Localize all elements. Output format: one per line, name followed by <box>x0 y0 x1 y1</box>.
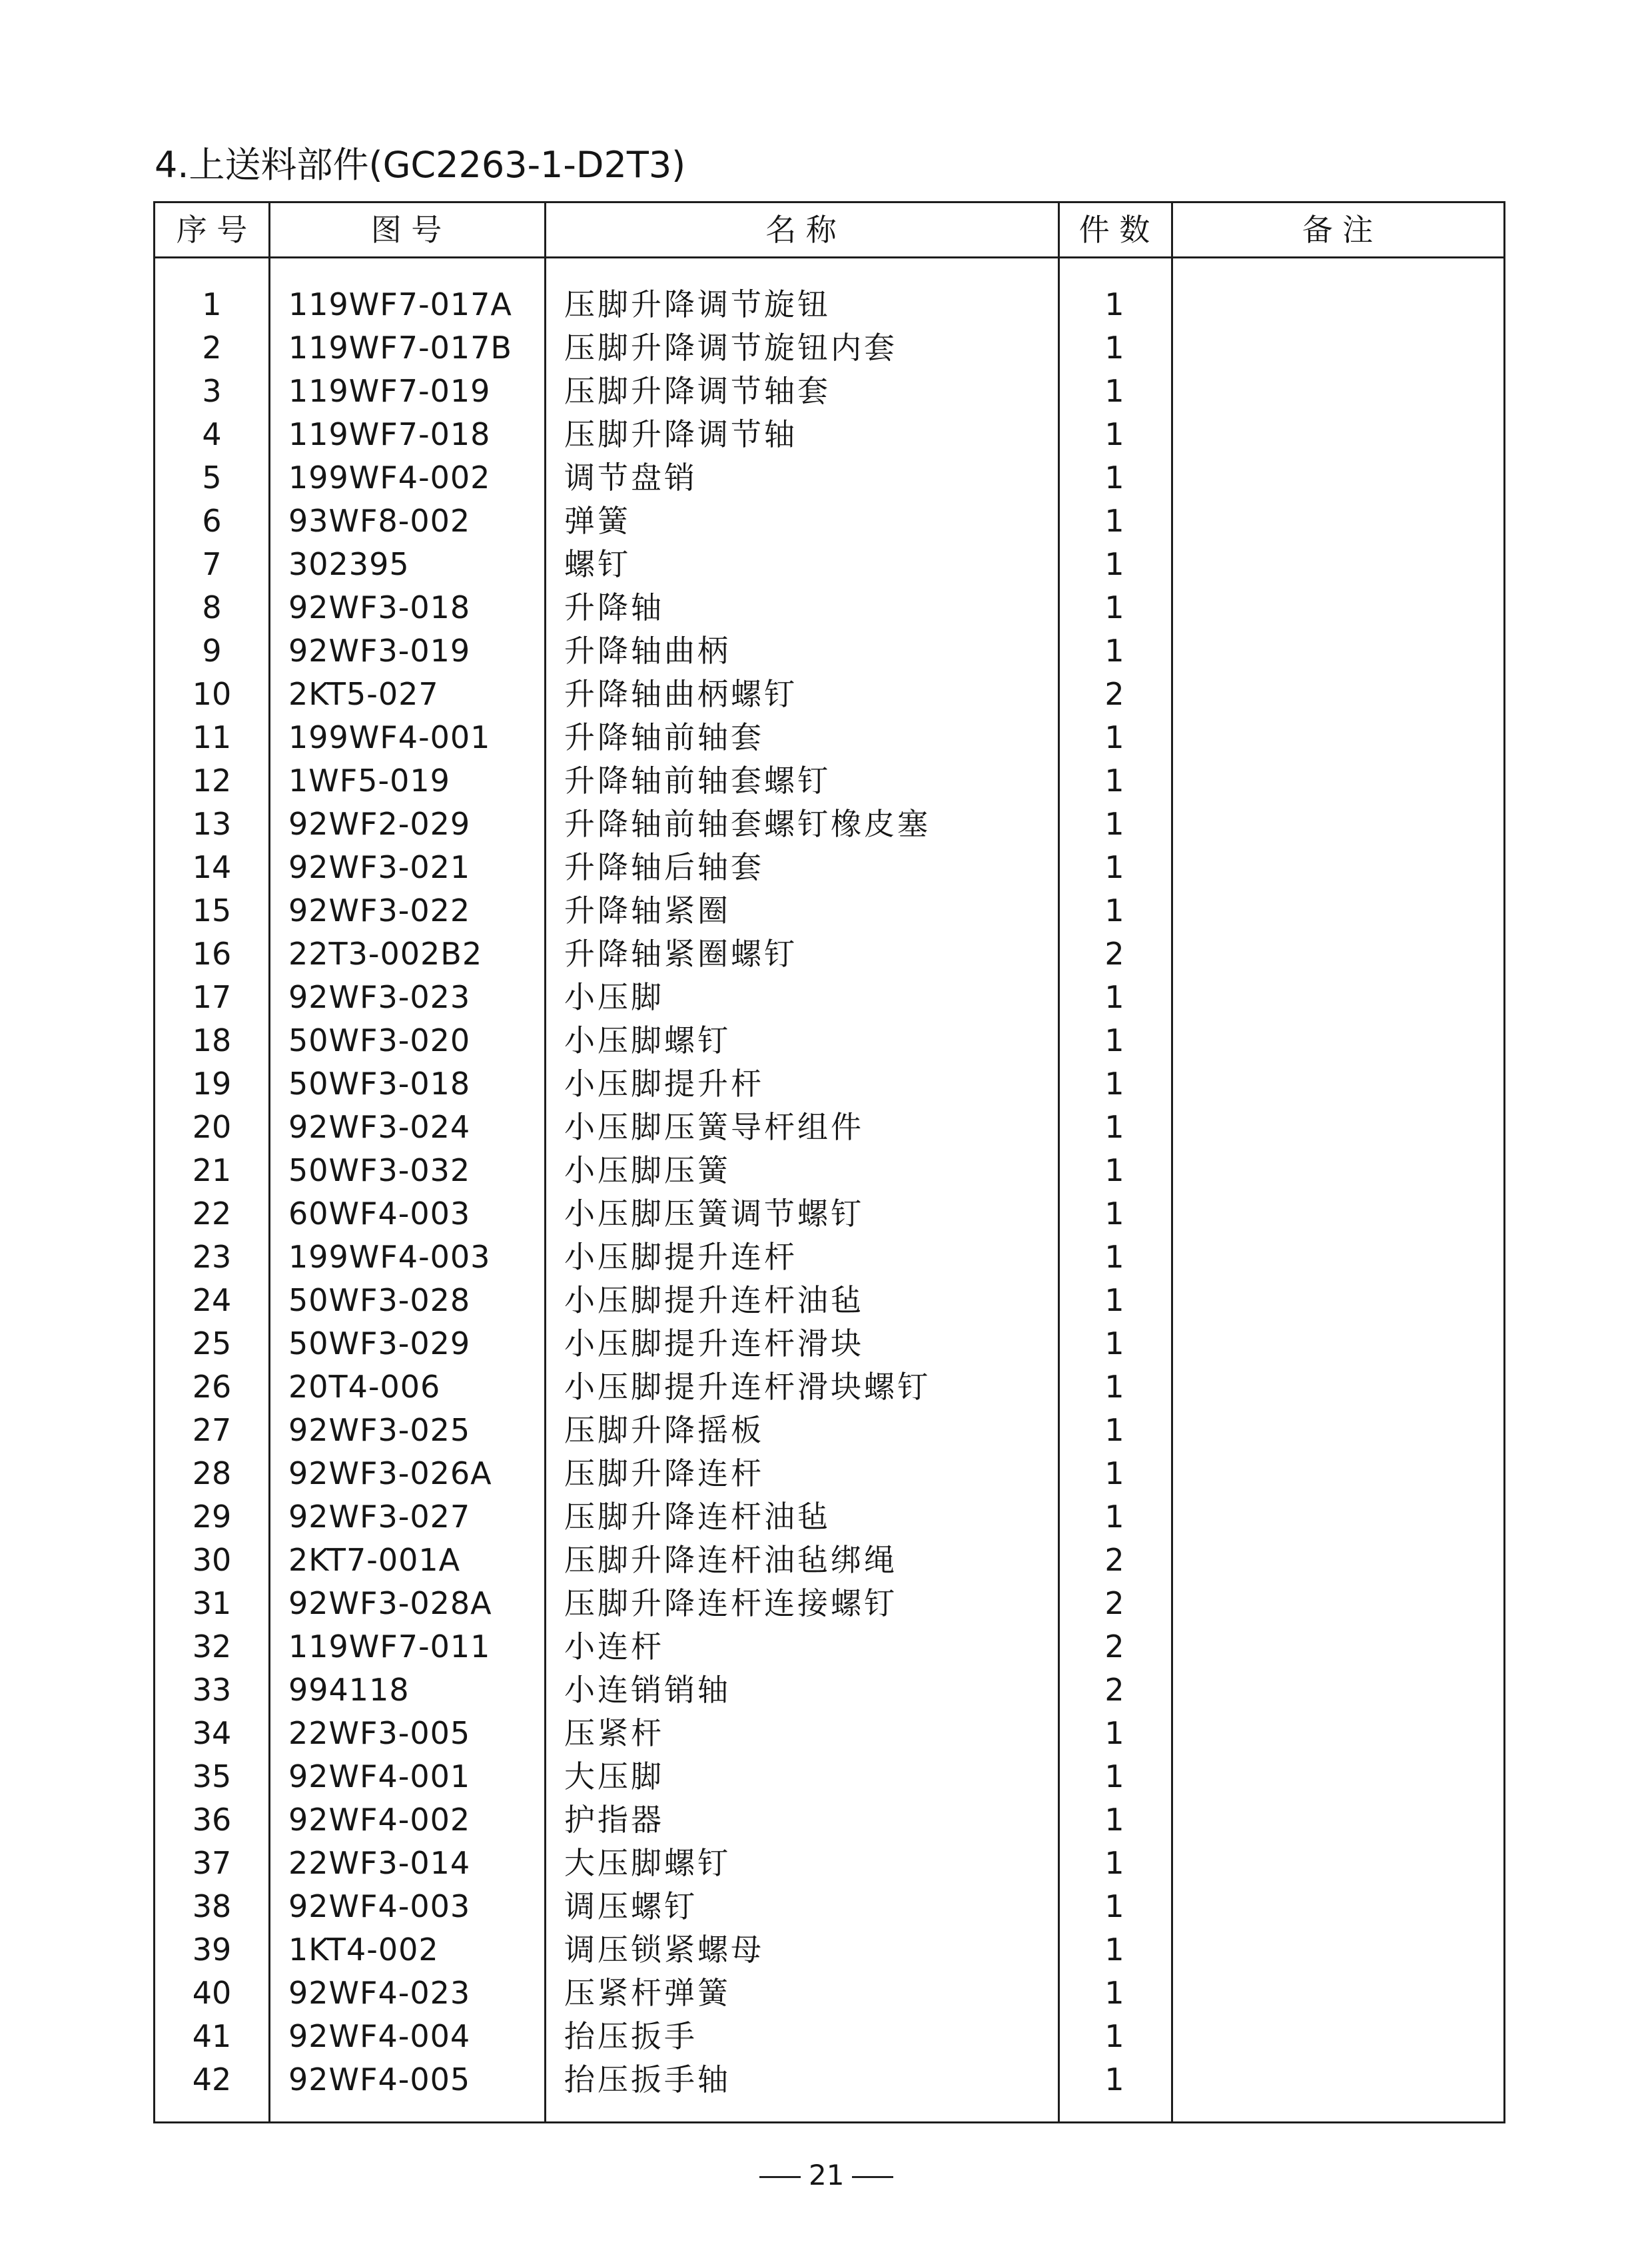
page-footer <box>759 2155 893 2195</box>
row-number: 24 <box>192 1282 232 1318</box>
table-row <box>155 1149 1503 1192</box>
part-name: 升降轴 <box>564 589 664 625</box>
part-quantity: 1 <box>1104 1066 1124 1102</box>
part-code: 50WF3-028 <box>288 1282 471 1318</box>
part-code: 92WF4-004 <box>288 2018 471 2054</box>
part-code: 2KT5-027 <box>288 676 439 712</box>
part-name: 小压脚压簧导杆组件 <box>564 1109 864 1145</box>
part-name: 压脚升降调节旋钮 <box>564 286 831 322</box>
header-code: 图 号 <box>370 212 442 248</box>
table-row <box>155 2058 1503 2101</box>
table-row <box>155 759 1503 803</box>
part-quantity: 1 <box>1104 1715 1124 1751</box>
part-code: 50WF3-020 <box>288 1022 471 1058</box>
part-code: 994118 <box>288 1672 410 1708</box>
header-divider <box>155 256 1503 258</box>
table-row <box>155 1712 1503 1755</box>
part-quantity: 2 <box>1104 1629 1124 1665</box>
part-code: 92WF3-023 <box>288 979 471 1015</box>
part-quantity: 1 <box>1104 849 1124 885</box>
part-name: 抬压扳手轴 <box>564 2061 731 2097</box>
part-quantity: 1 <box>1104 1845 1124 1881</box>
row-number: 7 <box>202 546 222 582</box>
part-quantity: 1 <box>1104 2018 1124 2054</box>
part-name: 压脚升降调节轴套 <box>564 373 831 409</box>
part-code: 92WF3-026A <box>288 1455 492 1491</box>
part-name: 小压脚螺钉 <box>564 1022 731 1058</box>
row-number: 39 <box>192 1932 232 1968</box>
table-row <box>155 976 1503 1019</box>
row-number: 40 <box>192 1975 232 2011</box>
row-number: 23 <box>192 1239 232 1275</box>
table-body <box>155 283 1503 2101</box>
row-number: 14 <box>192 849 232 885</box>
row-number: 28 <box>192 1455 232 1491</box>
part-name: 升降轴前轴套螺钉 <box>564 763 831 799</box>
table-row <box>155 1365 1503 1409</box>
part-name: 升降轴后轴套 <box>564 849 764 885</box>
part-name: 压脚升降连杆油毡绑绳 <box>564 1542 897 1578</box>
row-number: 2 <box>202 330 222 366</box>
table-row <box>155 1928 1503 1972</box>
part-quantity: 1 <box>1104 546 1124 582</box>
row-number: 1 <box>202 286 222 322</box>
part-quantity: 1 <box>1104 373 1124 409</box>
table-row <box>155 456 1503 500</box>
part-name: 小压脚压簧调节螺钉 <box>564 1196 864 1232</box>
part-name: 大压脚螺钉 <box>564 1845 731 1881</box>
part-code: 119WF7-017B <box>288 330 512 366</box>
header-qty: 件 数 <box>1078 212 1150 248</box>
row-number: 4 <box>202 416 222 452</box>
header-note: 备 注 <box>1302 212 1374 248</box>
part-name: 弹簧 <box>564 503 631 539</box>
row-number: 13 <box>192 806 232 842</box>
part-code: 119WF7-018 <box>288 416 491 452</box>
table-row <box>155 543 1503 586</box>
table-row <box>155 1669 1503 1712</box>
part-quantity: 1 <box>1104 1758 1124 1794</box>
part-code: 92WF3-018 <box>288 589 471 625</box>
part-name: 调节盘销 <box>564 460 697 496</box>
part-name: 调压螺钉 <box>564 1888 697 1924</box>
part-quantity: 1 <box>1104 1975 1124 2011</box>
part-quantity: 1 <box>1104 979 1124 1015</box>
row-number: 5 <box>202 460 222 496</box>
row-number: 29 <box>192 1499 232 1535</box>
part-name: 压脚升降摇板 <box>564 1412 764 1448</box>
part-code: 92WF4-002 <box>288 1802 471 1838</box>
part-quantity: 1 <box>1104 1109 1124 1145</box>
part-name: 压脚升降连杆连接螺钉 <box>564 1585 897 1621</box>
part-code: 93WF8-002 <box>288 503 471 539</box>
footer-dash <box>759 2176 801 2178</box>
table-row <box>155 1062 1503 1106</box>
table-row <box>155 1495 1503 1539</box>
page-number: 21 <box>809 2159 845 2191</box>
part-quantity: 2 <box>1104 936 1124 972</box>
header-name: 名 称 <box>765 212 837 248</box>
row-number: 27 <box>192 1412 232 1448</box>
part-code: 50WF3-029 <box>288 1325 471 1361</box>
table-row <box>155 1279 1503 1322</box>
table-row <box>155 889 1503 933</box>
part-code: 119WF7-017A <box>288 286 512 322</box>
table-row <box>155 1625 1503 1669</box>
row-number: 17 <box>192 979 232 1015</box>
part-quantity: 1 <box>1104 806 1124 842</box>
part-name: 大压脚 <box>564 1758 664 1794</box>
part-code: 22WF3-014 <box>288 1845 471 1881</box>
part-code: 92WF3-028A <box>288 1585 492 1621</box>
part-name: 小压脚提升连杆滑块螺钉 <box>564 1369 931 1405</box>
part-code: 1WF5-019 <box>288 763 450 799</box>
part-code: 92WF3-027 <box>288 1499 471 1535</box>
row-number: 16 <box>192 936 232 972</box>
part-code: 199WF4-001 <box>288 719 491 755</box>
part-code: 92WF3-025 <box>288 1412 471 1448</box>
table-row <box>155 1236 1503 1279</box>
part-code: 199WF4-003 <box>288 1239 491 1275</box>
part-quantity: 1 <box>1104 719 1124 755</box>
part-code: 92WF3-019 <box>288 633 471 669</box>
row-number: 10 <box>192 676 232 712</box>
row-number: 38 <box>192 1888 232 1924</box>
part-code: 2KT7-001A <box>288 1542 461 1578</box>
row-number: 35 <box>192 1758 232 1794</box>
row-number: 9 <box>202 633 222 669</box>
part-code: 199WF4-002 <box>288 460 491 496</box>
part-code: 92WF4-001 <box>288 1758 471 1794</box>
part-quantity: 1 <box>1104 286 1124 322</box>
part-code: 92WF3-021 <box>288 849 471 885</box>
header-no: 序 号 <box>176 212 248 248</box>
part-name: 压脚升降调节旋钮内套 <box>564 330 897 366</box>
part-quantity: 1 <box>1104 1412 1124 1448</box>
row-number: 21 <box>192 1152 232 1188</box>
part-code: 92WF3-022 <box>288 893 471 929</box>
table-row <box>155 1106 1503 1149</box>
part-code: 50WF3-018 <box>288 1066 471 1102</box>
part-quantity: 1 <box>1104 330 1124 366</box>
part-name: 升降轴紧圈螺钉 <box>564 936 797 972</box>
table-row <box>155 1842 1503 1885</box>
footer-dash <box>852 2176 893 2178</box>
part-quantity: 1 <box>1104 1325 1124 1361</box>
part-quantity: 1 <box>1104 416 1124 452</box>
table-row <box>155 1755 1503 1798</box>
part-name: 压紧杆弹簧 <box>564 1975 731 2011</box>
part-code: 92WF3-024 <box>288 1109 471 1145</box>
part-quantity: 1 <box>1104 1369 1124 1405</box>
part-name: 抬压扳手 <box>564 2018 697 2054</box>
row-number: 42 <box>192 2061 232 2097</box>
table-row <box>155 1582 1503 1625</box>
part-code: 92WF4-003 <box>288 1888 471 1924</box>
part-code: 119WF7-011 <box>288 1629 491 1665</box>
part-quantity: 1 <box>1104 1455 1124 1491</box>
part-name: 小连销销轴 <box>564 1672 731 1708</box>
part-name: 升降轴曲柄螺钉 <box>564 676 797 712</box>
part-quantity: 1 <box>1104 1499 1124 1535</box>
table-row <box>155 803 1503 846</box>
part-quantity: 2 <box>1104 1585 1124 1621</box>
part-code: 92WF2-029 <box>288 806 471 842</box>
table-row <box>155 283 1503 326</box>
row-number: 22 <box>192 1196 232 1232</box>
parts-table <box>153 201 1505 2123</box>
part-quantity: 1 <box>1104 1196 1124 1232</box>
table-row <box>155 1885 1503 1928</box>
part-code: 60WF4-003 <box>288 1196 471 1232</box>
row-number: 32 <box>192 1629 232 1665</box>
row-number: 33 <box>192 1672 232 1708</box>
part-name: 小压脚压簧 <box>564 1152 731 1188</box>
table-row <box>155 586 1503 629</box>
part-name: 小压脚 <box>564 979 664 1015</box>
row-number: 37 <box>192 1845 232 1881</box>
page-title: 4.上送料部件(GC2263-1-D2T3) <box>155 144 686 186</box>
part-quantity: 1 <box>1104 1022 1124 1058</box>
row-number: 36 <box>192 1802 232 1838</box>
part-name: 护指器 <box>564 1802 664 1838</box>
row-number: 41 <box>192 2018 232 2054</box>
part-quantity: 1 <box>1104 893 1124 929</box>
table-row <box>155 716 1503 759</box>
part-name: 升降轴紧圈 <box>564 893 731 929</box>
part-name: 小压脚提升连杆 <box>564 1239 797 1275</box>
row-number: 3 <box>202 373 222 409</box>
part-code: 50WF3-032 <box>288 1152 471 1188</box>
row-number: 30 <box>192 1542 232 1578</box>
part-code: 22WF3-005 <box>288 1715 471 1751</box>
part-quantity: 1 <box>1104 1152 1124 1188</box>
part-code: 119WF7-019 <box>288 373 491 409</box>
part-quantity: 1 <box>1104 1282 1124 1318</box>
part-quantity: 1 <box>1104 2061 1124 2097</box>
row-number: 6 <box>202 503 222 539</box>
row-number: 12 <box>192 763 232 799</box>
table-row <box>155 500 1503 543</box>
part-quantity: 2 <box>1104 676 1124 712</box>
part-quantity: 1 <box>1104 763 1124 799</box>
part-name: 升降轴曲柄 <box>564 633 731 669</box>
part-name: 压紧杆 <box>564 1715 664 1751</box>
part-name: 压脚升降连杆 <box>564 1455 764 1491</box>
row-number: 15 <box>192 893 232 929</box>
part-quantity: 1 <box>1104 1802 1124 1838</box>
table-row <box>155 673 1503 716</box>
part-quantity: 2 <box>1104 1672 1124 1708</box>
row-number: 19 <box>192 1066 232 1102</box>
part-quantity: 1 <box>1104 1932 1124 1968</box>
table-row <box>155 846 1503 889</box>
part-quantity: 2 <box>1104 1542 1124 1578</box>
table-row <box>155 629 1503 673</box>
part-name: 小压脚提升连杆油毡 <box>564 1282 864 1318</box>
table-row <box>155 413 1503 456</box>
part-code: 302395 <box>288 546 410 582</box>
table-row <box>155 1322 1503 1365</box>
part-code: 1KT4-002 <box>288 1932 439 1968</box>
part-name: 升降轴前轴套螺钉橡皮塞 <box>564 806 931 842</box>
part-code: 92WF4-005 <box>288 2061 471 2097</box>
part-name: 压脚升降连杆油毡 <box>564 1499 831 1535</box>
row-number: 34 <box>192 1715 232 1751</box>
table-row <box>155 2015 1503 2058</box>
part-name: 螺钉 <box>564 546 631 582</box>
table-row <box>155 370 1503 413</box>
part-name: 压脚升降调节轴 <box>564 416 797 452</box>
part-code: 22T3-002B2 <box>288 936 483 972</box>
table-row <box>155 1409 1503 1452</box>
part-quantity: 1 <box>1104 1888 1124 1924</box>
row-number: 20 <box>192 1109 232 1145</box>
part-name: 调压锁紧螺母 <box>564 1932 764 1968</box>
part-quantity: 1 <box>1104 633 1124 669</box>
part-quantity: 1 <box>1104 503 1124 539</box>
part-name: 小连杆 <box>564 1629 664 1665</box>
part-code: 20T4-006 <box>288 1369 441 1405</box>
part-name: 小压脚提升连杆滑块 <box>564 1325 864 1361</box>
table-row <box>155 933 1503 976</box>
part-quantity: 1 <box>1104 589 1124 625</box>
part-quantity: 1 <box>1104 460 1124 496</box>
part-code: 92WF4-023 <box>288 1975 471 2011</box>
row-number: 8 <box>202 589 222 625</box>
row-number: 26 <box>192 1369 232 1405</box>
row-number: 18 <box>192 1022 232 1058</box>
table-row <box>155 1192 1503 1236</box>
part-name: 小压脚提升杆 <box>564 1066 764 1102</box>
table-row <box>155 1798 1503 1842</box>
row-number: 31 <box>192 1585 232 1621</box>
row-number: 25 <box>192 1325 232 1361</box>
row-number: 11 <box>192 719 232 755</box>
part-name: 升降轴前轴套 <box>564 719 764 755</box>
table-row <box>155 1452 1503 1495</box>
table-row <box>155 326 1503 370</box>
table-row <box>155 1972 1503 2015</box>
part-quantity: 1 <box>1104 1239 1124 1275</box>
table-row <box>155 1539 1503 1582</box>
table-row <box>155 1019 1503 1062</box>
